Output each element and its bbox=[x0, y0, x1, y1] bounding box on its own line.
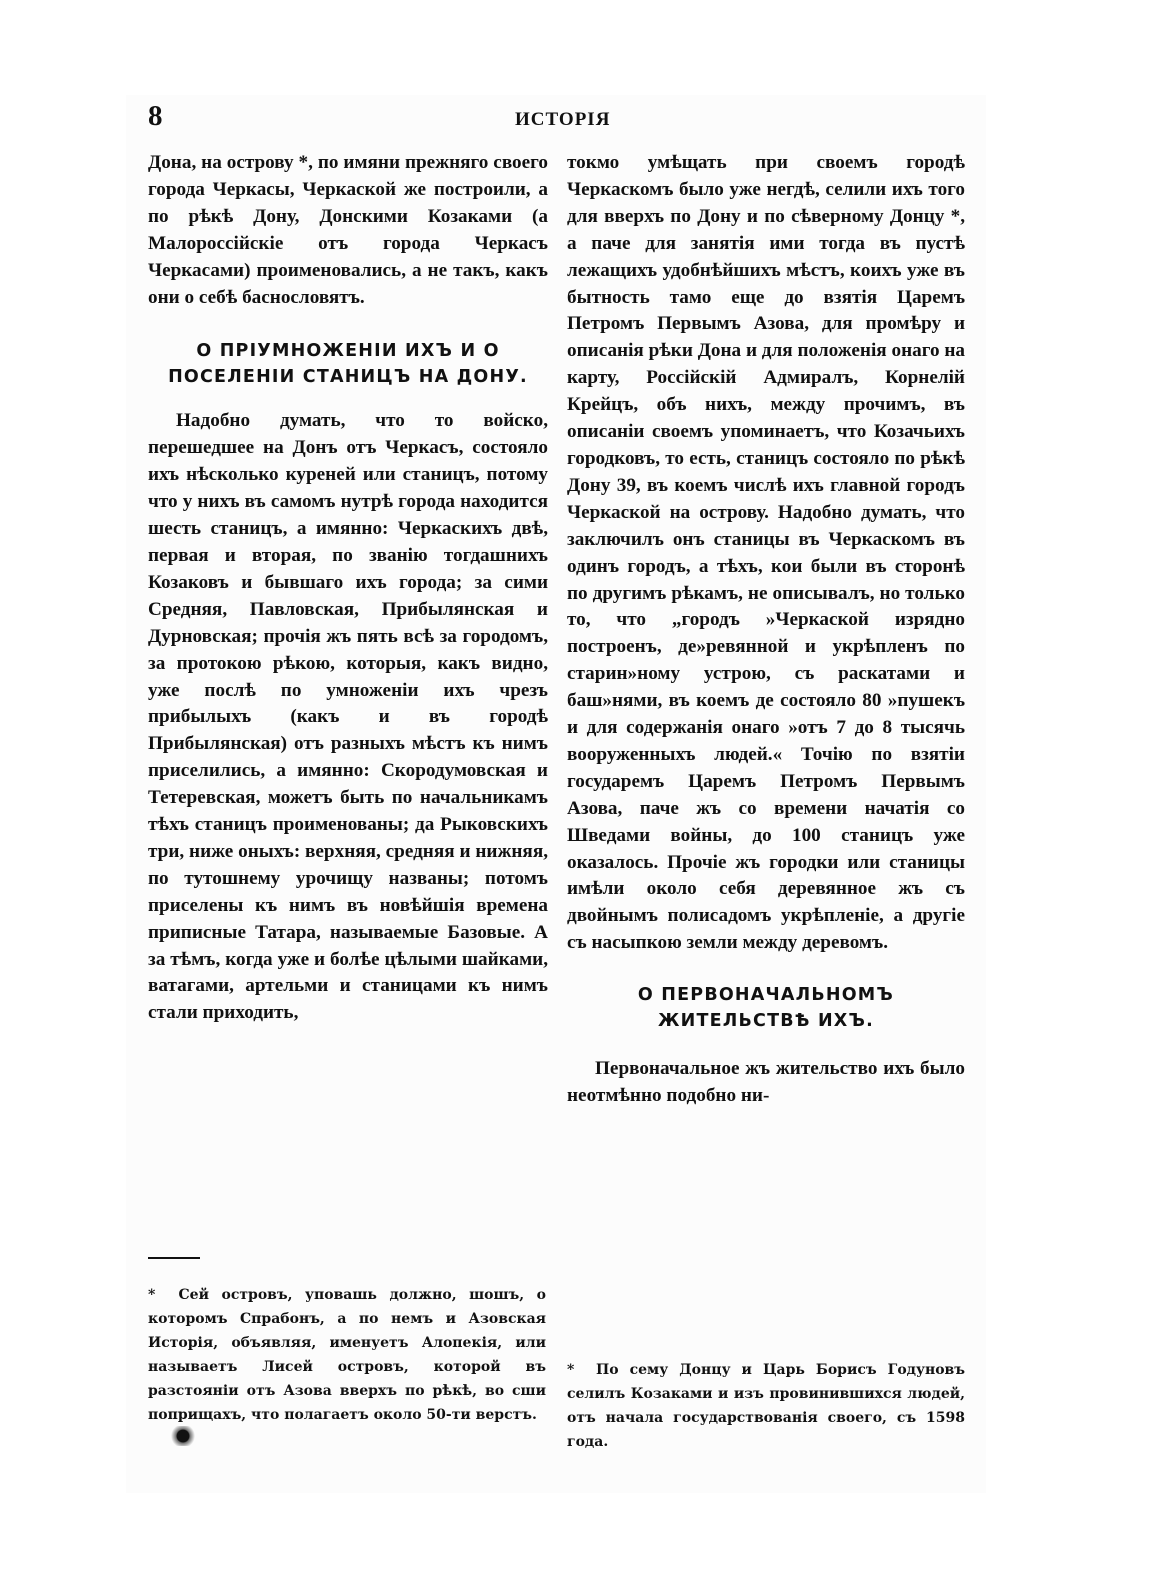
right-footnote-mark: * bbox=[567, 1362, 575, 1378]
ink-smudge bbox=[171, 1426, 201, 1446]
left-column bbox=[148, 150, 548, 1027]
running-title: ИСТОРІЯ bbox=[515, 109, 611, 130]
left-footnote bbox=[148, 1283, 546, 1427]
left-footnote-text: Сей островъ, уповашь должно, шошъ, о которомъ Спрабонъ, а по немъ и Азовская Исторія, объявляя, именуетъ Алопекія, или называетъ Лисей островъ, которой въ разстояніи отъ Азова вверхъ по рѣкѣ, во сши поприщахъ, что полагаетъ около 50-ти верстъ. bbox=[148, 1287, 547, 1423]
right-paragraph-2: Первоначальное жъ жительство ихъ было неотмѣнно подобно ни- bbox=[567, 1058, 965, 1107]
right-column bbox=[567, 150, 965, 1110]
left-paragraph-2: Надобно думать, что то войско, перешедшее на Донъ отъ Черкасъ, состояло ихъ нѣсколько куреней или станицъ, потому что у нихъ въ самомъ нутрѣ города находится шесть станицъ, а имянно: Черкаскихъ двѣ, первая и вторая, по званію тогдашнихъ Козаковъ и бывшаго ихъ города; за сими Средняя, Павловская, Прибылянская и Дурновская; прочія жъ пять всѣ за городомъ, за протокою рѣкою, которыя, какъ видно, уже послѣ по умноженіи ихъ чрезъ прибылыхъ (какъ и въ городѣ Прибылянская) отъ разныхъ мѣстъ къ нимъ приселились, а имянно: Скородумовская и Тетеревская, можетъ быть по начальникамъ тѣхъ станицъ проименованы; да Рыковскихъ три, ниже оныхъ: верхняя, средняя и нижняя, по тутошнему урочищу названы; потомъ приселены къ нимъ въ новѣйшія времена приписные Татара, называемые Базовые. А за тѣмъ, когда уже и болѣе цѣлыми шайками, ватагами, артельми и станицами къ нимъ стали приходить, bbox=[148, 410, 548, 1024]
page-number: 8 bbox=[148, 100, 163, 132]
left-footnote-mark: * bbox=[148, 1287, 156, 1303]
left-section-heading: О ПРІУМНОЖЕНІИ ИХЪ И О ПОСЕЛЕНІИ СТАНИЦЪ НА ДОНУ. bbox=[168, 341, 528, 388]
right-section-heading: О ПЕРВОНАЧАЛЬНОМЪ ЖИТЕЛЬСТВѢ ИХЪ. bbox=[637, 985, 895, 1032]
right-footnote bbox=[567, 1358, 965, 1454]
left-paragraph-1: Дона, на острову *, по имяни прежняго своего города Черкасы, Черкаской же построили, а по рѣкѣ Дону, Донскими Козаками (а Малороссійскіе отъ города Черкасъ Черкасами) проименовались, а не такъ, какъ они о себѣ баснословятъ. bbox=[148, 152, 548, 308]
right-paragraph-1: токмо умѣщать при своемъ городѣ Черкаскомъ было уже негдѣ, селили ихъ того для вверхъ по Дону и по сѣверному Донцу *, а паче для занятія ими тогда въ пустѣ лежащихъ удобнѣйшихъ мѣстъ, коихъ уже въ бытность тамо еще до взятія Царемъ Петромъ Первымъ Азова, для промѣру и описанія рѣки Дона и для положенія онаго на карту, Россійскій Адмиралъ, Корнелій Крейцъ, объ нихъ, между прочимъ, въ описаніи своемъ упоминаетъ, что Козачьихъ городковъ, то есть, станицъ состояло по рѣкѣ Дону 39, въ коемъ числѣ ихъ главной городъ Черкаской на острову. Надобно думать, что заключилъ онъ станицы въ Черкаскомъ въ одинъ городъ, а тѣхъ, кои были въ сторонѣ по другимъ рѣкамъ, не описывалъ, но только то, что „городъ »Черкаской изрядно построенъ, де»ревянной и укрѣпленъ по старин»ному устрою, съ раскатами и баш»нями, въ коемъ де состояло 80 »пушекъ и для содержанія онаго »отъ 7 до 8 тысячь вооруженныхъ людей.« Точію по взятіи государемъ Царемъ Петромъ Первымъ Азова, паче жъ со времени начатія со Шведами войны, до 100 станицъ уже оказалось. Прочіе жъ городки или станицы имѣли около себя деревянное жъ съ двойнымъ полисадомъ укрѣпленіе, а другіе съ насыпкою земли между деревомъ. bbox=[567, 152, 965, 954]
left-footnote-rule bbox=[148, 1257, 200, 1259]
right-footnote-text: По сему Донцу и Царь Борисъ Годуновъ селилъ Козаками и изъ провинившихся людей, отъ начала государствованія своего, съ 1598 года. bbox=[567, 1362, 965, 1450]
